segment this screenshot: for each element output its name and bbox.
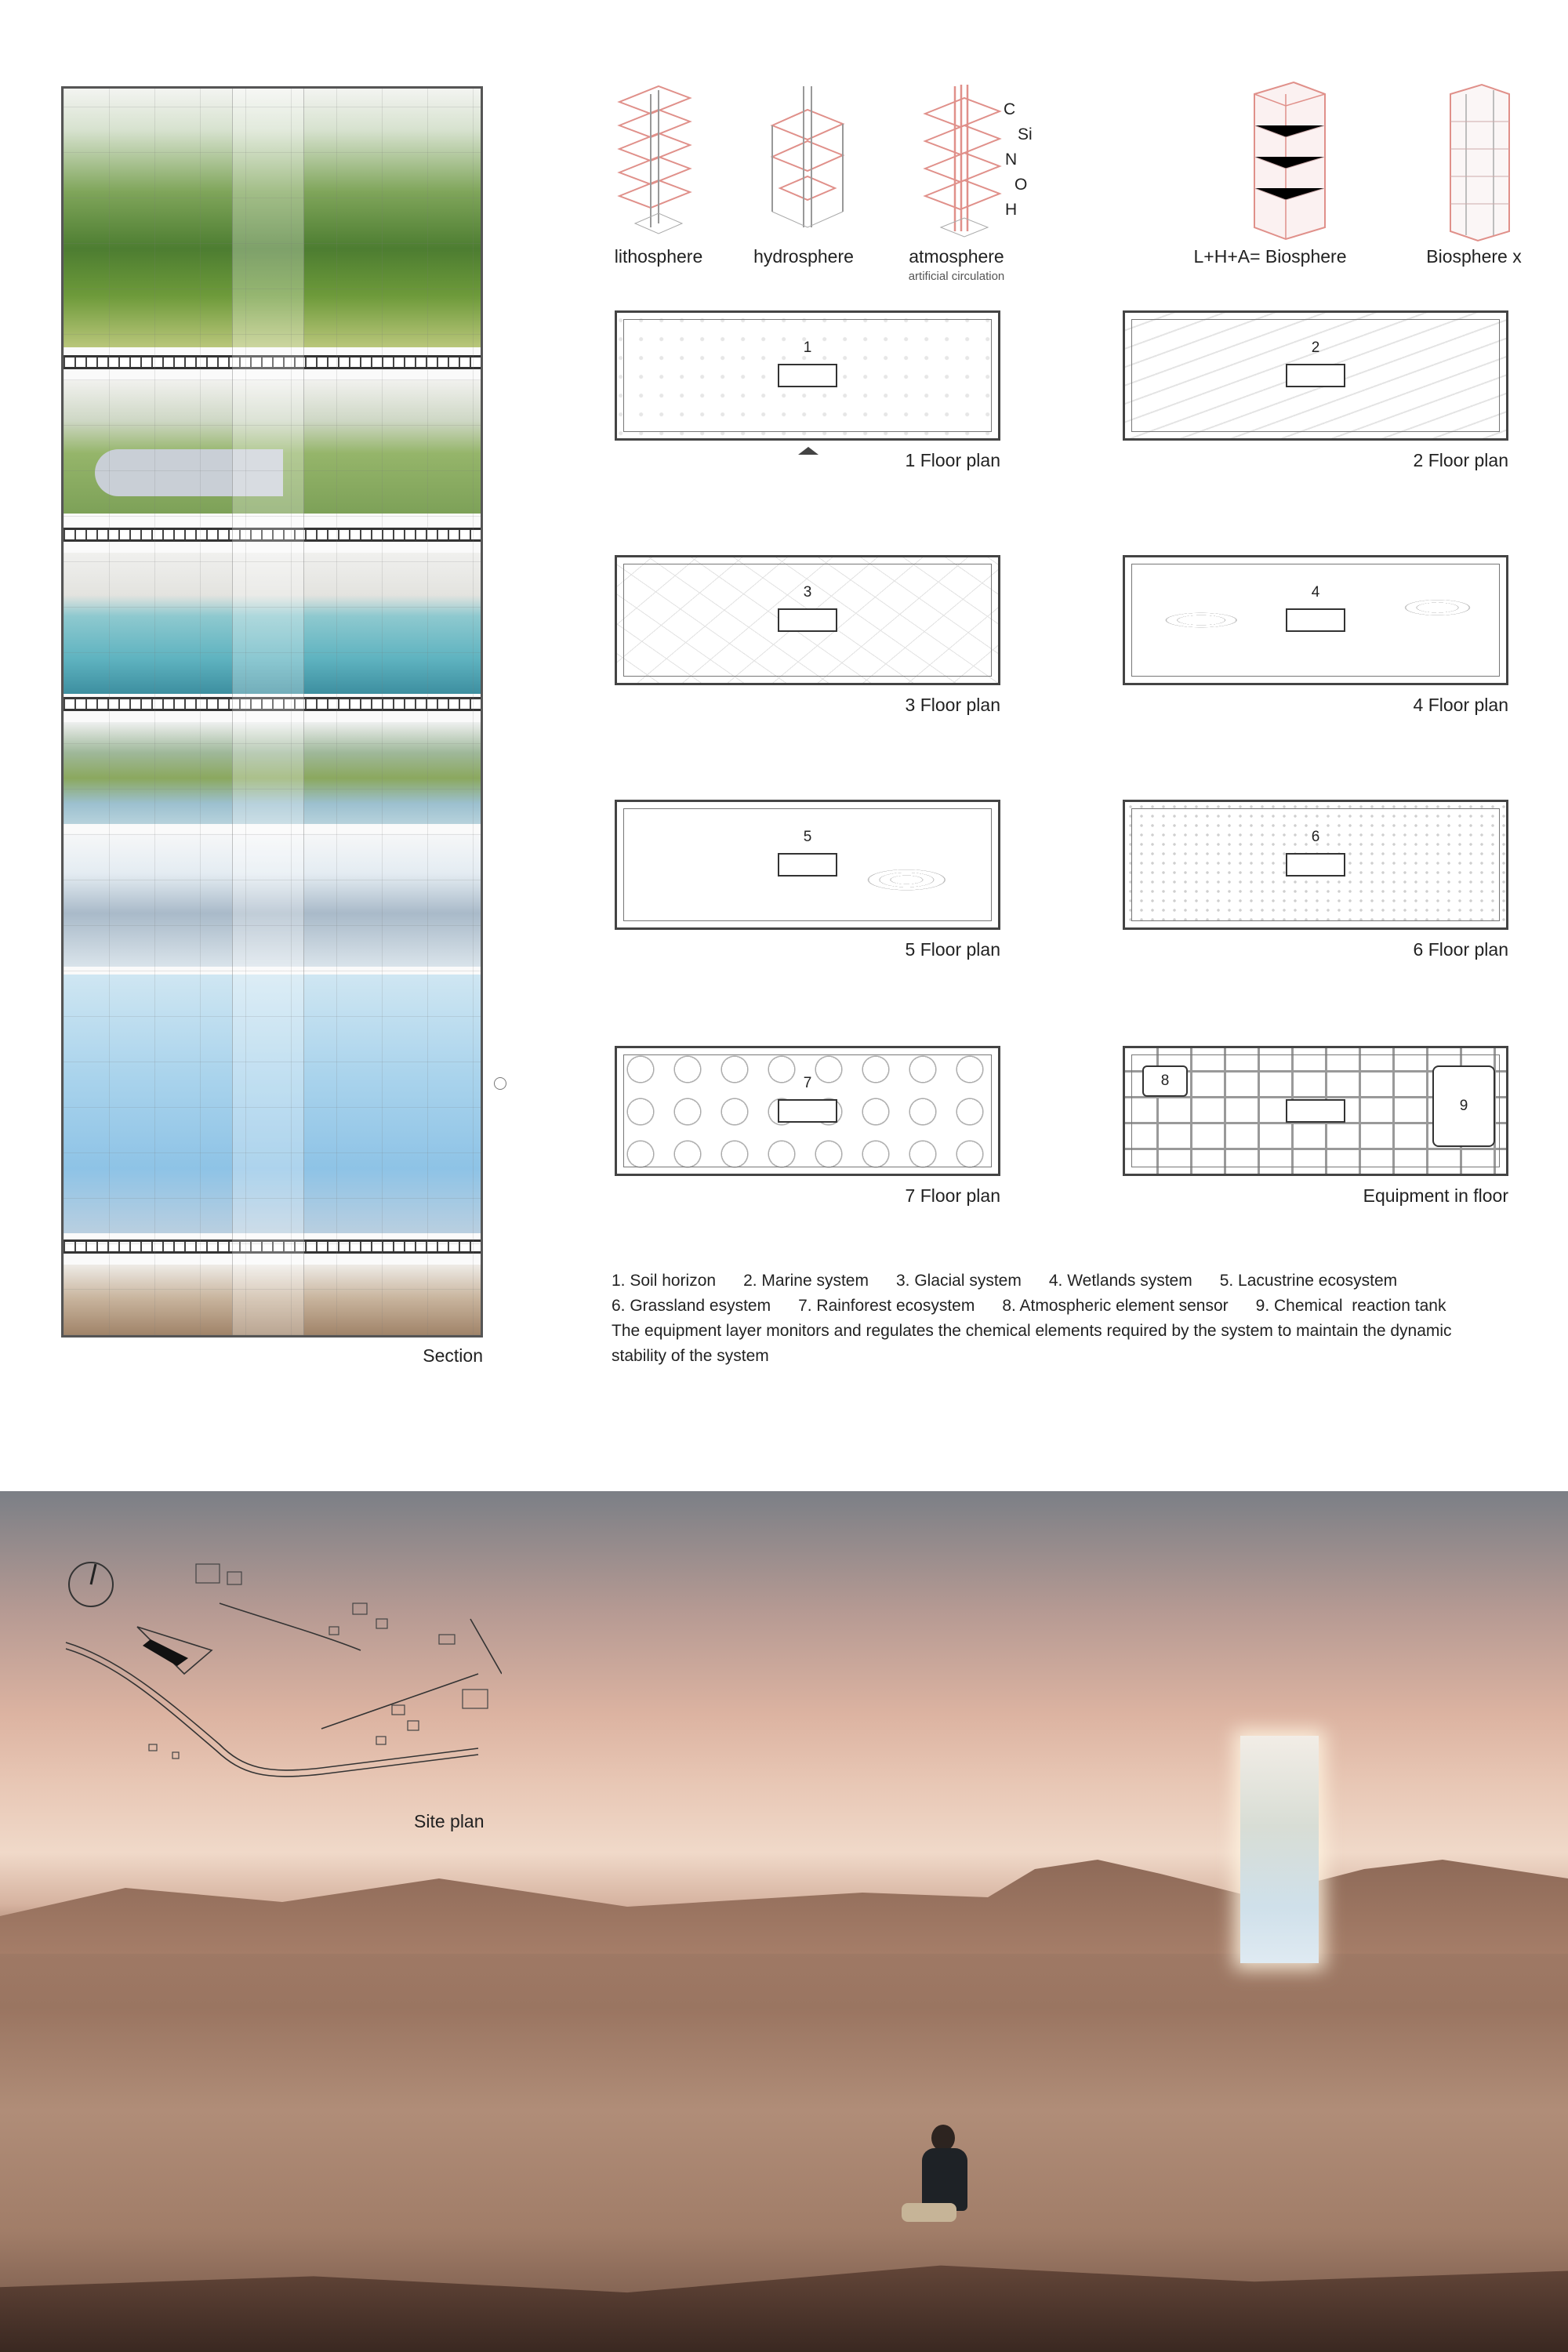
floor-plan-2: [1123, 310, 1508, 441]
lithosphere-label: lithosphere: [614, 246, 703, 267]
biosphere-x-label: Biosphere x: [1426, 246, 1522, 267]
element-list: [1004, 100, 1051, 226]
plan-caption-5: 5 Floor plan: [905, 939, 1000, 960]
equipment-floor-plan: [1123, 1046, 1508, 1176]
plan-caption-2: 2 Floor plan: [1413, 450, 1508, 470]
element-h: H: [1005, 201, 1018, 219]
plan-number: 4: [1311, 584, 1320, 601]
section-marker: [494, 1077, 506, 1090]
core-icon: [1286, 608, 1345, 632]
site-plan-label: Site plan: [414, 1811, 485, 1831]
core-icon: [778, 1099, 837, 1123]
plan-caption-1: 1 Floor plan: [905, 450, 1000, 470]
core-icon: [1286, 1099, 1345, 1123]
legend-line-1: 1. Soil horizon 2. Marine system 3. Glacial system 4. Wetlands system 5. Lacustrine ecosystem: [612, 1272, 1398, 1290]
north-arrow-icon: [69, 1563, 113, 1606]
lithosphere-diagram: [612, 78, 706, 243]
plan-caption-4: 4 Floor plan: [1413, 695, 1508, 715]
reaction-tank-9: 9: [1432, 1065, 1495, 1147]
structural-grid: [64, 89, 481, 1335]
element-c: C: [1004, 100, 1016, 118]
site-plan: [63, 1556, 502, 1799]
floor-plan-1: [615, 310, 1000, 441]
hydrosphere-diagram: [760, 78, 855, 243]
biosphere-x-diagram: [1435, 78, 1529, 243]
plan-number: 3: [803, 584, 812, 601]
monolith: [1240, 1736, 1319, 1963]
plan-caption-7: 7 Floor plan: [905, 1185, 1000, 1206]
plan-caption-equipment: Equipment in floor: [1363, 1185, 1508, 1206]
plan-number: 5: [803, 829, 812, 845]
core-icon: [1286, 853, 1345, 877]
floor-plan-6: [1123, 800, 1508, 930]
biosphere-diagram: [1239, 78, 1333, 243]
plan-number: 6: [1311, 829, 1320, 845]
plan-caption-3: 3 Floor plan: [905, 695, 1000, 715]
atmosphere-label: atmosphere: [909, 246, 1004, 267]
plan-number: 7: [803, 1075, 812, 1091]
legend-line-3: The equipment layer monitors and regulates the chemical elements required by the system to maintain the dynamic: [612, 1322, 1452, 1340]
floor-plan-5: [615, 800, 1000, 930]
element-n: N: [1005, 151, 1018, 169]
element-o: O: [1014, 176, 1028, 194]
sensor-8: 8: [1142, 1065, 1188, 1097]
foreground-rocks: [0, 2244, 1568, 2352]
section-label: Section: [423, 1345, 483, 1366]
hydrosphere-label: hydrosphere: [753, 246, 854, 267]
legend-line-2: 6. Grassland esystem 7. Rainforest ecosystem 8. Atmospheric element sensor 9. Chemical reaction tank: [612, 1297, 1446, 1315]
atmosphere-diagram: [917, 78, 1011, 243]
building-section: [61, 86, 483, 1338]
core-icon: [778, 364, 837, 387]
atmosphere-sublabel: artificial circulation: [908, 270, 1005, 283]
plan-caption-6: 6 Floor plan: [1413, 939, 1508, 960]
core-icon: [778, 608, 837, 632]
element-si: Si: [1018, 125, 1033, 143]
seated-person: [902, 2125, 988, 2258]
floor-plan-3: [615, 555, 1000, 685]
legend-line-4: stability of the system: [612, 1347, 769, 1365]
core-icon: [778, 853, 837, 877]
core-icon: [1286, 364, 1345, 387]
biosphere-label: L+H+A= Biosphere: [1193, 246, 1347, 267]
plan-number: 1: [803, 339, 812, 356]
plan-number: 2: [1311, 339, 1320, 356]
distant-mesas: [0, 1860, 1568, 1954]
floor-plan-7: [615, 1046, 1000, 1176]
entrance-icon: [798, 447, 818, 455]
floor-plan-4: [1123, 555, 1508, 685]
